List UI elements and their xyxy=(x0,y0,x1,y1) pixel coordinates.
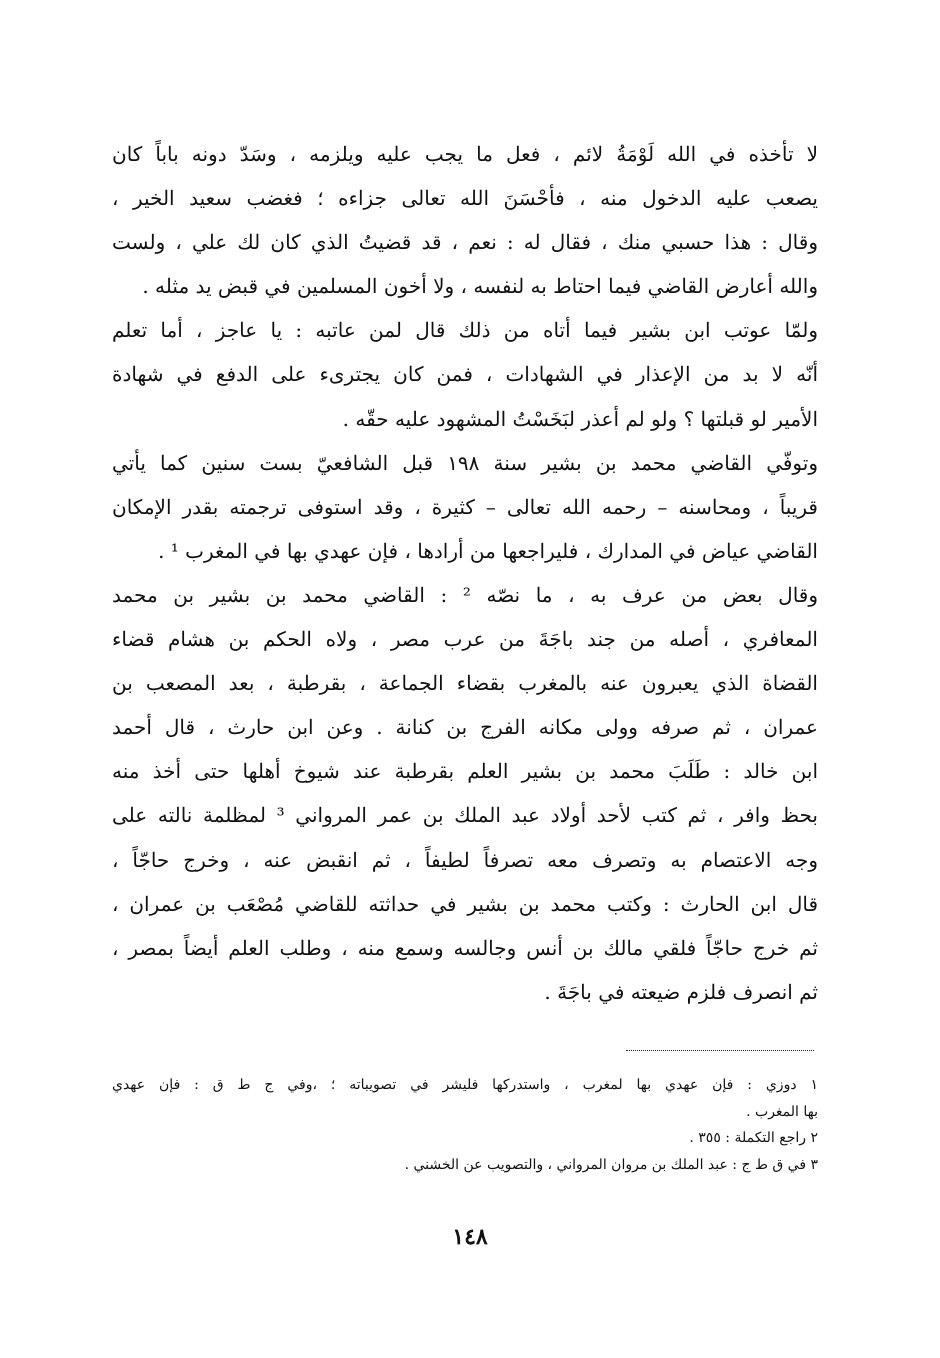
text-line: يصعب عليه الدخول منه ، فأحْسَنَ الله تعالى جزاءه ؛ فغضب سعيد الخير ، xyxy=(112,186,818,211)
text-line: ولمّا عوتب ابن بشير فيما أتاه من ذلك قال لمن عاتبه : يا عاجز ، أما تعلم xyxy=(112,318,818,343)
text-line: ثم خرج حاجّاً فلقي مالك بن أنس وجالسه وسمع منه ، وطلب العلم أيضاً بمصر ، xyxy=(112,935,818,960)
text-line: القضاة الذي يعبرون عنه بالمغرب بقضاء الجماعة ، بقرطبة ، بعد المصعب بن xyxy=(112,671,818,696)
footnote-line: ١ دوزي : فإن عهدي بها لمغرب ، واستدركها فليشر في تصويباته ؛ ،وفي ج ط ق : فإن عهدي xyxy=(112,1077,818,1093)
text-line: ابن خالد : طَلَبَ محمد بن بشير العلم بقرطبة عند شيوخ أهلها حتى أخذ منه xyxy=(112,759,818,784)
footnote-line: ٣ في ق ط ج : عبد الملك بن مروان المرواني ، والتصويب عن الخشني . xyxy=(404,1156,818,1173)
text-line: والله أعارض القاضي فيما احتاط به لنفسه ، ولا أخون المسلمين في قبض يد مثله . xyxy=(142,274,818,299)
footnote-line: بها المغرب . xyxy=(746,1103,818,1120)
text-line: المعافري ، أصله من جند باجَةَ من عرب مصر ، ولاه الحكم بن هشام قضاء xyxy=(112,627,818,652)
text-line: وتوفّي القاضي محمد بن بشير سنة ١٩٨ قبل الشافعيّ بست سنين كما يأتي xyxy=(112,450,818,475)
footnotes xyxy=(112,1072,818,1178)
text-line: لا تأخذه في الله لَوْمَةُ لائم ، فعل ما يجب عليه ويلزمه ، وسَدّ دونه باباً كان xyxy=(112,142,818,166)
text-line: وقال : هذا حسبي منك ، فقال له : نعم ، قد قضيتُ الذي كان لك علي ، ولست xyxy=(112,230,818,255)
text-line: بحظ وافر ، ثم كتب لأحد أولاد عبد الملك بن عمر المرواني ³ لمظلمة نالته على xyxy=(112,803,818,828)
footnote-separator xyxy=(626,1050,814,1051)
text-line: القاضي عياض في المدارك ، فليراجعها من أرادها ، فإن عهدي بها في المغرب ¹ . xyxy=(158,538,818,563)
text-line: الأمير لو قبلتها ؟ ولو لم أعذر لبَخَسْتُ المشهود عليه حقّه . xyxy=(342,406,818,431)
text-line: وقال بعض من عرف به ، ما نصّه ² : القاضي محمد بن بشير بن محمد xyxy=(112,582,818,607)
text-line: قال ابن الحارث : وكتب محمد بن بشير في حداثته للقاضي مُصْعَب بن عمران ، xyxy=(112,891,818,916)
page-number: ١٤٨ xyxy=(452,1224,488,1250)
main-text xyxy=(112,132,818,1014)
text-line: قريباً ، ومحاسنه – رحمه الله تعالى – كثيرة ، وقد استوفى ترجمته بقدر الإمكان xyxy=(112,494,818,519)
text-line: ثم انصرف فلزم ضيعته في باجَةَ . xyxy=(544,979,818,1004)
text-line: وجه الاعتصام به وتصرف معه تصرفاً لطيفاً ، ثم انقبض عنه ، وخرج حاجّاً ، xyxy=(112,847,818,872)
text-line: عمران ، ثم صرفه وولى مكانه الفرج بن كنانة . وعن ابن حارث ، قال أحمد xyxy=(112,715,818,740)
text-line: أنّه لا بد من الإعذار في الشهادات ، فمن كان يجترىء على الدفع في شهادة xyxy=(112,362,818,387)
footnote-line: ٢ راجع التكملة : ٣٥٥ . xyxy=(689,1130,818,1146)
